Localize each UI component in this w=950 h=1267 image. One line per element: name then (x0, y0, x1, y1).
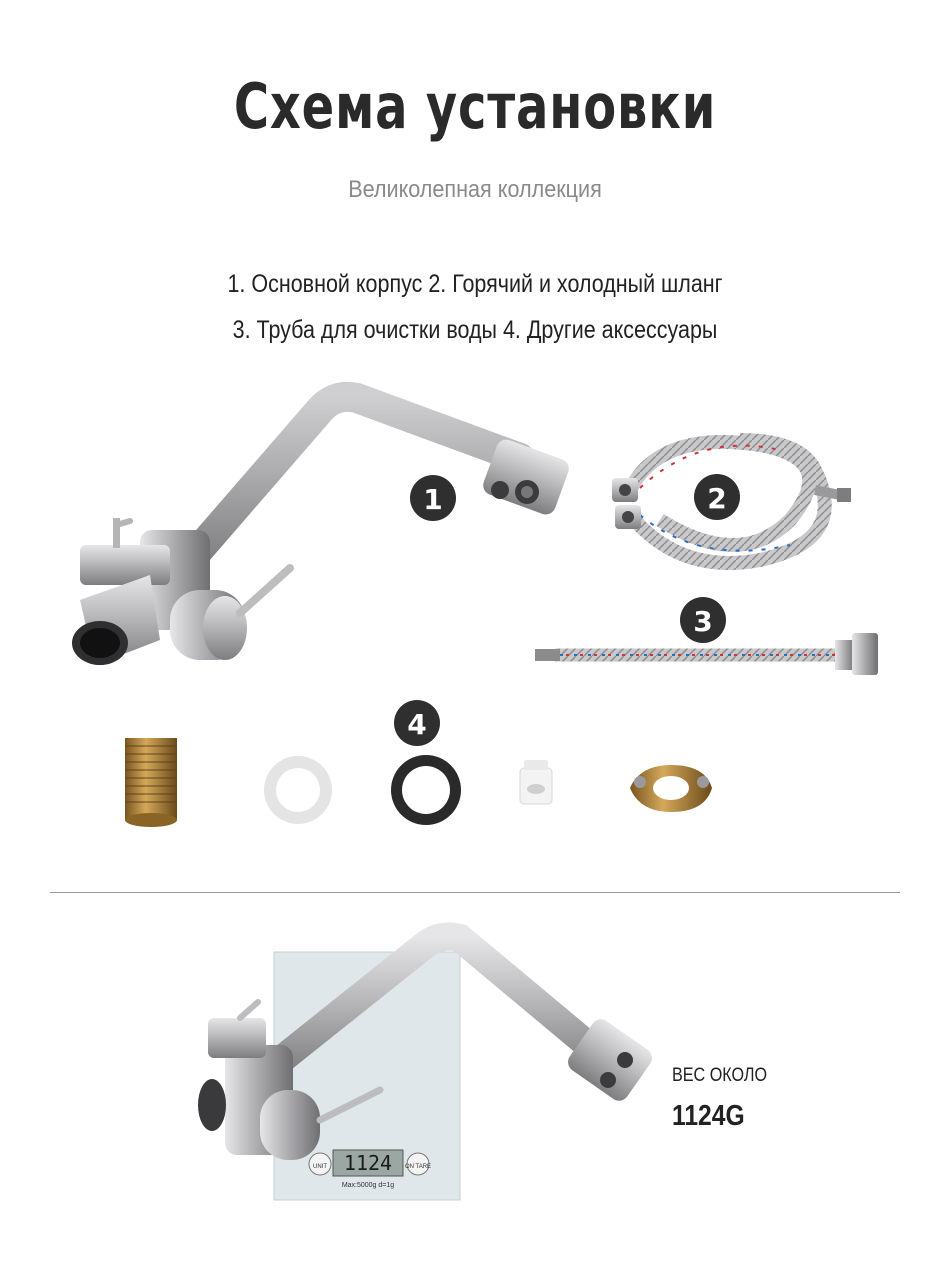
badge-1-label: 1 (423, 483, 443, 516)
hose-nuts (612, 478, 641, 529)
parts-description-line-2: 3. Труба для очистки воды 4. Другие аксессуары (232, 316, 718, 344)
scale-tare-button: ON TARE (404, 1164, 432, 1170)
faucet-main-body (72, 397, 572, 665)
weight-label: ВЕС ОКОЛО (672, 1065, 768, 1086)
badge-2-label: 2 (707, 482, 727, 515)
scale-display: 1124 (343, 1151, 393, 1175)
badge-3-label: 3 (693, 605, 713, 638)
brass-mounting-plate (630, 765, 712, 812)
weight-value: 1124G (672, 1100, 745, 1132)
page-subtitle: Великолепная коллекция (348, 176, 602, 203)
brass-threaded-pipe (125, 738, 177, 827)
badge-4-label: 4 (407, 708, 427, 741)
page-title: Схема установки (233, 70, 717, 143)
black-gasket (391, 755, 461, 825)
scale-spec: Max:5000g d=1g (341, 1182, 395, 1189)
parts-description-line-1: 1. Основной корпус 2. Горячий и холодный шланг (227, 270, 723, 298)
section-divider (50, 892, 900, 893)
plastic-fitting (520, 760, 552, 804)
hot-cold-hoses (630, 440, 851, 563)
white-washer (264, 756, 332, 824)
scale-unit-button: UNIT (313, 1164, 327, 1170)
